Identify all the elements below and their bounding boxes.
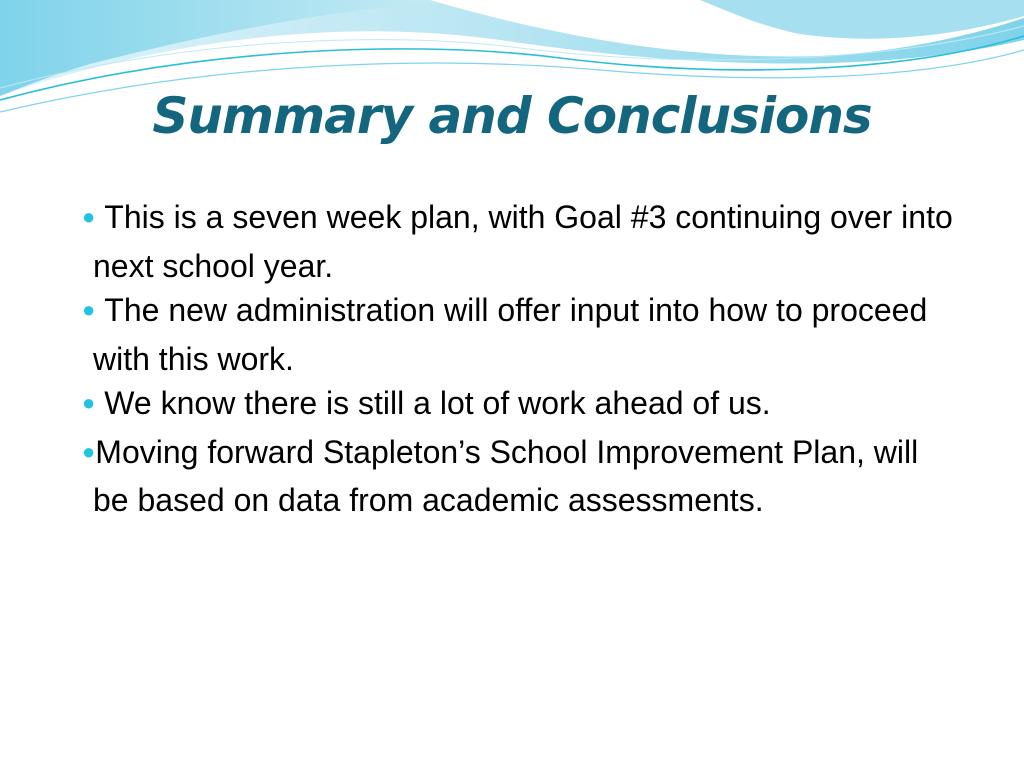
- bullet-text: The new administration will offer input into how to proceed with this work.: [93, 292, 928, 377]
- bullet-item: [82, 288, 962, 381]
- bullet-icon: ●: [82, 204, 96, 229]
- slide-title: Summary and Conclusions: [152, 87, 872, 145]
- bullet-item: [82, 430, 962, 523]
- bullet-item: [82, 381, 962, 430]
- bullet-list: [82, 195, 962, 523]
- bullet-text: We know there is still a lot of work ahead of us.: [104, 385, 771, 421]
- bullet-item: [82, 195, 962, 288]
- bullet-icon: ●: [82, 390, 96, 415]
- bullet-text: Moving forward Stapleton’s School Improvement Plan, will be based on data from academic assessments.: [93, 433, 919, 518]
- bullet-icon: ●: [82, 297, 96, 322]
- bullet-icon: ●: [82, 438, 96, 464]
- bullet-text: This is a seven week plan, with Goal #3 continuing over into next school year.: [93, 199, 953, 284]
